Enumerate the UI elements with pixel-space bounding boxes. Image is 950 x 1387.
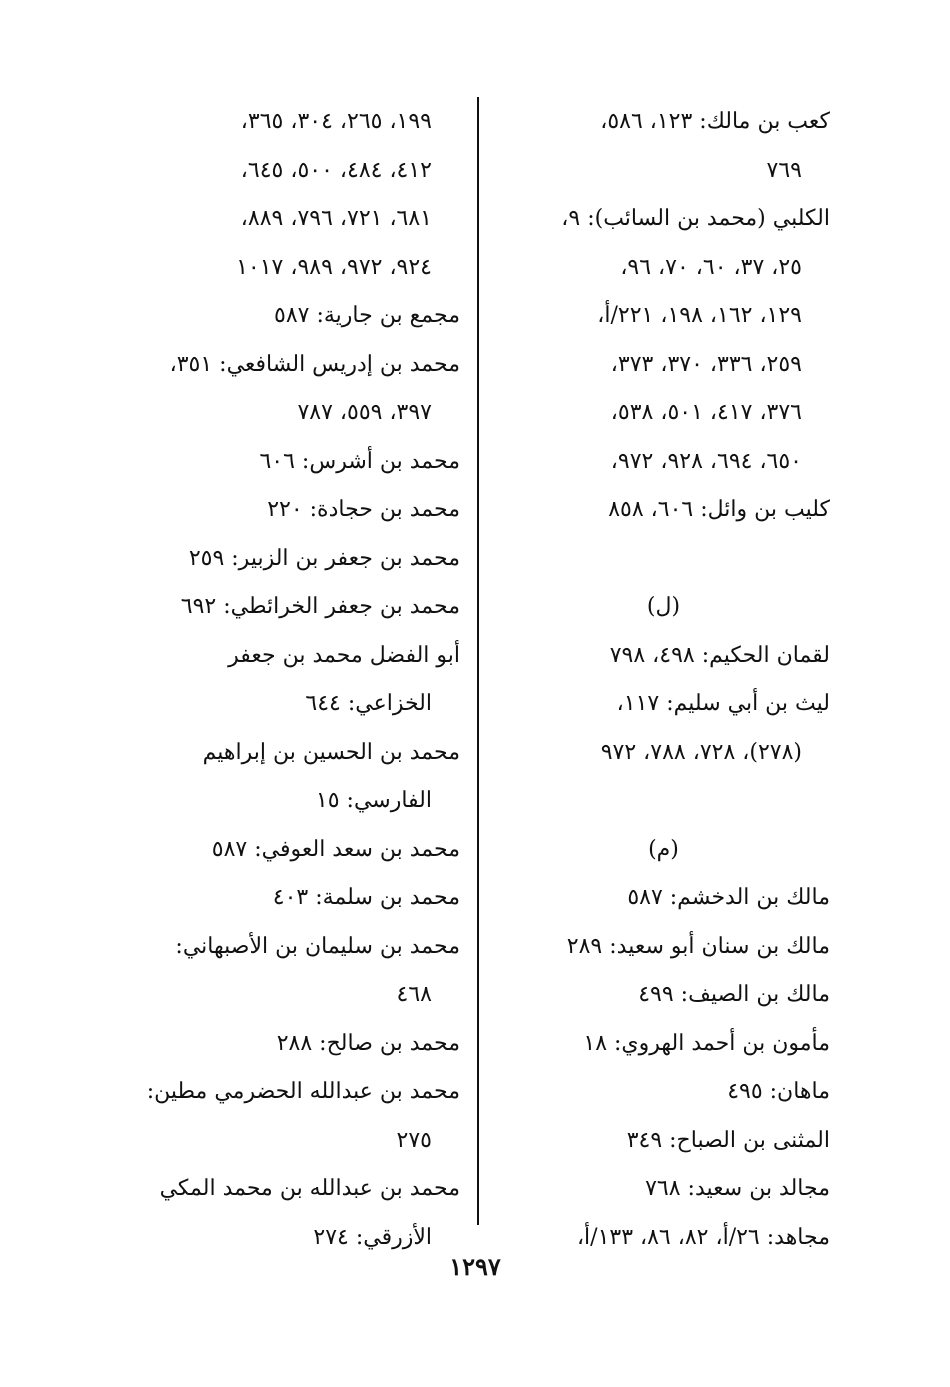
index-entry-line: ٢٥، ٣٧، ٦٠، ٧٠، ٩٦، — [620, 254, 802, 280]
right-index-column — [497, 98, 830, 1262]
index-entry-line: محمد بن عبدالله بن محمد المكي — [159, 1176, 460, 1201]
index-entry-line: (٢٧٨)، ٧٢٨، ٧٨٨، ٩٧٢ — [600, 739, 802, 765]
index-entry-line: مالك بن سنان أبو سعيد: ٢٨٩ — [566, 933, 830, 959]
index-entry-line: مالك بن الدخشم: ٥٨٧ — [627, 885, 830, 910]
index-entry-line: الخزاعي: ٦٤٤ — [305, 691, 432, 716]
index-entry-line: ٧٦٩ — [766, 157, 802, 183]
index-entry-line: محمد بن عبدالله الحضرمي مطين: — [146, 1079, 460, 1104]
index-entry-line: محمد بن إدريس الشافعي: ٣٥١، — [169, 351, 460, 377]
index-entry-line: ٦٥٠، ٦٩٤، ٩٢٨، ٩٧٢، — [610, 448, 802, 474]
index-entry-line: ٢٧٥ — [396, 1127, 432, 1153]
index-entry-line: ١٢٩، ١٦٢، ١٩٨، ٢٢١/أ، — [597, 303, 802, 328]
blank-line — [497, 777, 830, 826]
index-entry-line: ٤١٢، ٤٨٤، ٥٠٠، ٦٤٥، — [240, 157, 432, 183]
index-entry-line: ٤٦٨ — [396, 982, 432, 1007]
index-entry-line: ٦٨١، ٧٢١، ٧٩٦، ٨٨٩، — [240, 206, 432, 231]
index-entry-line: مالك بن الصيف: ٤٩٩ — [638, 982, 830, 1007]
index-entry-line: مجالد بن سعيد: ٧٦٨ — [645, 1176, 830, 1201]
index-entry-line: محمد بن حجادة: ٢٢٠ — [267, 497, 460, 522]
index-entry-line: محمد بن جعفر الخرائطي: ٦٩٢ — [180, 594, 460, 619]
index-entry-line: أبو الفضل محمد بن جعفر — [228, 642, 460, 668]
index-entry-line: كليب بن وائل: ٦٠٦، ٨٥٨ — [608, 497, 830, 522]
index-entry-line: محمد بن صالح: ٢٨٨ — [276, 1030, 460, 1056]
index-entry-line: ماهان: ٤٩٥ — [727, 1079, 830, 1104]
index-entry-line: مأمون بن أحمد الهروي: ١٨ — [583, 1030, 830, 1056]
index-entry-line: محمد بن الحسين بن إبراهيم — [202, 739, 460, 765]
index-entry-line: محمد بن سليمان بن الأصبهاني: — [175, 933, 460, 959]
index-entry-line: ٢٥٩، ٣٣٦، ٣٧٠، ٣٧٣، — [610, 351, 802, 377]
page-number: ١٢٩٧ — [449, 1252, 501, 1281]
index-entry-line: الفارسي: ١٥ — [315, 788, 432, 813]
section-letter-heading: (ل) — [646, 594, 681, 619]
blank-line — [497, 535, 830, 584]
index-entry-line: ليث بن أبي سليم: ١١٧، — [616, 691, 830, 716]
index-entry-line: الأزرقي: ٢٧٤ — [313, 1224, 432, 1250]
index-entry-line: ٩٢٤، ٩٧٢، ٩٨٩، ١٠١٧ — [236, 254, 432, 280]
index-entry-line: محمد بن أشرس: ٦٠٦ — [259, 448, 460, 474]
left-index-column — [130, 98, 460, 1262]
index-entry-line: مجاهد: ٢٦/أ، ٨٢، ٨٦، ١٣٣/أ، — [576, 1224, 830, 1250]
index-entry-line: المثنى بن الصباح: ٣٤٩ — [626, 1127, 830, 1153]
index-entry-line: مجمع بن جارية: ٥٨٧ — [274, 303, 460, 328]
index-entry-line: ٣٧٦، ٤١٧، ٥٠١، ٥٣٨، — [610, 400, 802, 425]
index-entry-line: محمد بن سلمة: ٤٠٣ — [272, 885, 460, 910]
section-letter-heading: (م) — [648, 836, 679, 862]
index-entry-line: ٣٩٧، ٥٥٩، ٧٨٧ — [297, 400, 432, 425]
index-entry-line: الكلبي (محمد بن السائب): ٩، — [561, 206, 830, 231]
index-entry-line: لقمان الحكيم: ٤٩٨، ٧٩٨ — [609, 642, 830, 668]
index-entry-line: محمد بن جعفر بن الزبير: ٢٥٩ — [188, 545, 460, 571]
index-entry-line: كعب بن مالك: ١٢٣، ٥٨٦، — [600, 109, 830, 134]
index-entry-line: ١٩٩، ٢٦٥، ٣٠٤، ٣٦٥، — [240, 109, 432, 134]
index-entry-line: محمد بن سعد العوفي: ٥٨٧ — [211, 836, 460, 862]
column-divider — [477, 97, 479, 1225]
